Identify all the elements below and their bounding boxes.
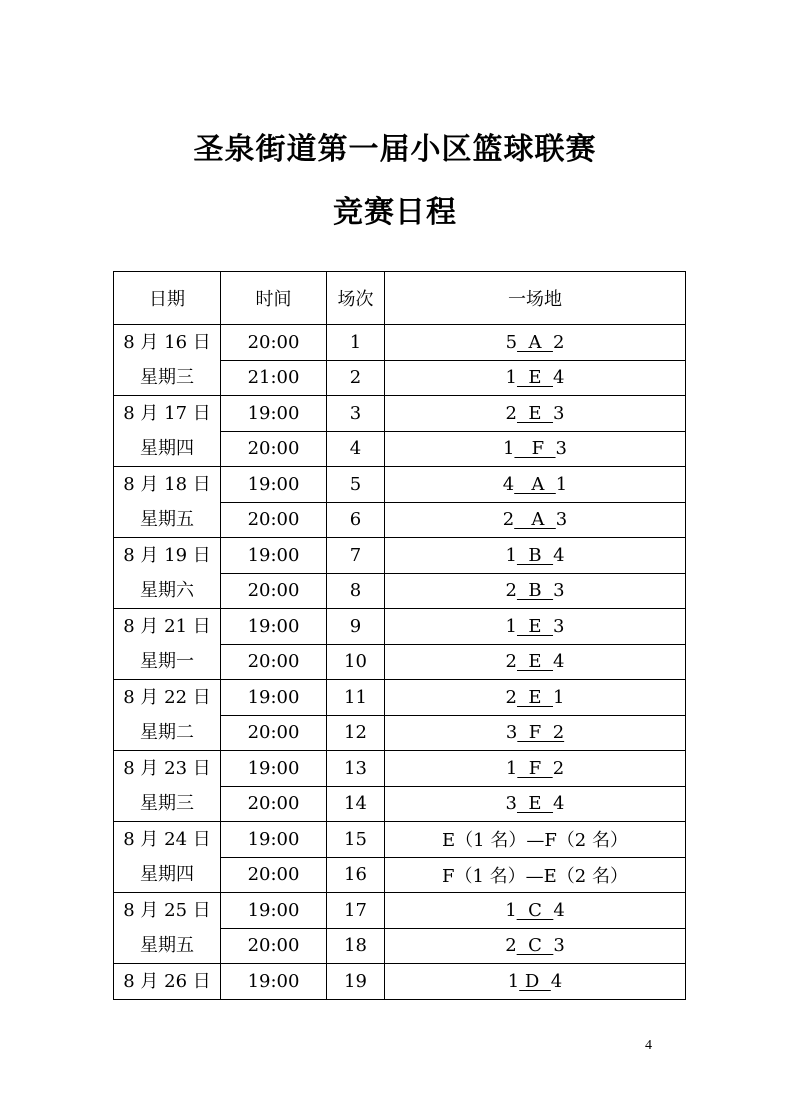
team-right: 4 <box>553 793 565 815</box>
weekday-text: 星期四 <box>140 438 194 459</box>
date-text: 8 月 21 日 <box>123 616 211 637</box>
time-cell: 20:00 <box>221 786 327 822</box>
venue-cell <box>385 467 686 503</box>
team-left: 2 <box>505 580 517 602</box>
match-number-cell: 18 <box>327 928 385 964</box>
court-marker: F <box>517 757 553 779</box>
venue-cell <box>385 431 686 467</box>
team-right: 1 <box>555 473 568 495</box>
team-left: 2 <box>502 509 515 531</box>
weekday-text: 星期三 <box>140 367 194 388</box>
header-date: 日期 <box>114 272 221 325</box>
table-row <box>114 538 686 574</box>
venue-cell <box>385 964 686 1000</box>
venue-cell <box>385 396 686 432</box>
team-left: 1 <box>505 544 517 566</box>
table-row <box>114 680 686 716</box>
team-left: 4 <box>502 473 515 495</box>
court-marker: B <box>516 580 554 602</box>
page-subtitle: 竞赛日程 <box>333 195 457 230</box>
date-cell <box>114 538 221 609</box>
date-text: 8 月 16 日 <box>123 332 211 353</box>
match-number-cell: 5 <box>327 467 385 503</box>
header-time: 时间 <box>221 272 327 325</box>
date-cell <box>114 396 221 467</box>
team-left: 1 <box>505 615 517 637</box>
time-cell: 20:00 <box>221 431 327 467</box>
court-marker: E <box>516 615 554 637</box>
team-left: 1 <box>505 757 518 779</box>
venue-cell <box>385 644 686 680</box>
team-left: 3 <box>505 722 518 744</box>
match-number-cell: 6 <box>327 502 385 538</box>
venue-cell <box>385 680 686 716</box>
time-cell: 20:00 <box>221 644 327 680</box>
match-number-cell: 4 <box>327 431 385 467</box>
match-number-cell: 12 <box>327 715 385 751</box>
match-number-cell: 3 <box>327 396 385 432</box>
venue-cell <box>385 715 686 751</box>
court-marker: C <box>516 935 554 957</box>
venue-cell <box>385 928 686 964</box>
court-marker: C <box>516 899 554 921</box>
table-row <box>114 822 686 858</box>
time-cell: 19:00 <box>221 893 327 929</box>
weekday-text: 星期五 <box>140 935 194 956</box>
time-cell: 20:00 <box>221 928 327 964</box>
time-cell: 19:00 <box>221 609 327 645</box>
time-cell: 19:00 <box>221 751 327 787</box>
table-row <box>114 396 686 432</box>
time-cell: 19:00 <box>221 680 327 716</box>
team-right: 3 <box>553 615 565 637</box>
weekday-text: 星期六 <box>140 580 194 601</box>
date-cell <box>114 822 221 893</box>
date-cell <box>114 609 221 680</box>
date-cell <box>114 325 221 396</box>
match-number-cell: 1 <box>327 325 385 361</box>
court-marker: E <box>516 402 554 424</box>
date-text: 8 月 22 日 <box>123 687 211 708</box>
match-number-cell: 19 <box>327 964 385 1000</box>
team-right: 3 <box>553 402 565 424</box>
court-marker: E <box>516 793 554 815</box>
venue-cell <box>385 751 686 787</box>
match-number-cell: 17 <box>327 893 385 929</box>
date-text: 8 月 18 日 <box>123 474 211 495</box>
team-right: 3 <box>555 509 568 531</box>
venue-cell <box>385 893 686 929</box>
court-marker: E <box>516 686 554 708</box>
table-row <box>114 893 686 929</box>
weekday-text: 星期三 <box>140 793 194 814</box>
time-cell: 21:00 <box>221 360 327 396</box>
venue-cell <box>385 573 686 609</box>
team-right: 3 <box>553 580 565 602</box>
match-number-cell: 10 <box>327 644 385 680</box>
page-title: 圣泉街道第一届小区篮球联赛 <box>193 132 597 167</box>
match-number-cell: 2 <box>327 360 385 396</box>
schedule-table <box>113 271 686 1000</box>
team-right: 4 <box>550 971 563 992</box>
court-marker: A <box>514 473 556 495</box>
venue-cell <box>385 325 686 361</box>
venue-cell <box>385 786 686 822</box>
matchup-text: F（1 名）—E（2 名） <box>442 865 628 887</box>
court-marker: F 2 <box>517 722 565 744</box>
court-marker: A <box>517 331 553 353</box>
schedule-body <box>114 325 686 1000</box>
time-cell: 19:00 <box>221 467 327 503</box>
team-right: 4 <box>553 367 565 389</box>
venue-cell <box>385 822 686 858</box>
date-cell <box>114 964 221 1000</box>
date-cell <box>114 467 221 538</box>
team-left: 1 <box>507 971 520 992</box>
time-cell: 20:00 <box>221 857 327 893</box>
team-left: 5 <box>505 331 518 353</box>
team-left: 2 <box>505 935 517 957</box>
match-number-cell: 14 <box>327 786 385 822</box>
time-cell: 19:00 <box>221 822 327 858</box>
team-right: 4 <box>553 544 565 566</box>
page-number: 4 <box>645 1038 652 1053</box>
team-left: 2 <box>505 686 517 708</box>
weekday-text: 星期二 <box>140 722 194 743</box>
team-right: 4 <box>553 899 565 921</box>
table-row <box>114 964 686 1000</box>
team-right: 3 <box>555 438 567 460</box>
court-marker: E <box>516 651 554 673</box>
match-number-cell: 13 <box>327 751 385 787</box>
court-marker: B <box>516 544 554 566</box>
date-text: 8 月 17 日 <box>123 403 211 424</box>
venue-cell <box>385 538 686 574</box>
header-match: 场次 <box>327 272 385 325</box>
match-number-cell: 11 <box>327 680 385 716</box>
date-cell <box>114 893 221 964</box>
court-marker: F <box>514 438 556 460</box>
team-right: 4 <box>553 651 565 673</box>
table-row <box>114 467 686 503</box>
date-text: 8 月 24 日 <box>123 829 211 850</box>
team-right: 2 <box>552 757 565 779</box>
venue-cell <box>385 857 686 893</box>
team-right: 2 <box>552 331 565 353</box>
table-row <box>114 609 686 645</box>
team-right: 3 <box>553 935 565 957</box>
time-cell: 20:00 <box>221 325 327 361</box>
team-left: 1 <box>502 438 515 460</box>
weekday-text: 星期一 <box>140 651 194 672</box>
court-marker: D <box>519 971 551 992</box>
team-right: 1 <box>553 686 565 708</box>
time-cell: 19:00 <box>221 964 327 1000</box>
date-text: 8 月 25 日 <box>123 900 211 921</box>
match-number-cell: 15 <box>327 822 385 858</box>
venue-cell <box>385 502 686 538</box>
team-left: 2 <box>505 402 517 424</box>
header-row <box>114 272 686 325</box>
time-cell: 20:00 <box>221 502 327 538</box>
venue-cell <box>385 360 686 396</box>
matchup-text: E（1 名）—F（2 名） <box>442 830 628 852</box>
time-cell: 20:00 <box>221 573 327 609</box>
match-number-cell: 16 <box>327 857 385 893</box>
time-cell: 19:00 <box>221 538 327 574</box>
date-cell <box>114 680 221 751</box>
court-marker: E <box>516 367 554 389</box>
weekday-text: 星期五 <box>140 509 194 530</box>
table-row <box>114 751 686 787</box>
time-cell: 19:00 <box>221 396 327 432</box>
weekday-text: 星期四 <box>140 864 194 885</box>
date-text: 8 月 19 日 <box>123 545 211 566</box>
date-text: 8 月 23 日 <box>123 758 211 779</box>
venue-cell <box>385 609 686 645</box>
time-cell: 20:00 <box>221 715 327 751</box>
match-number-cell: 9 <box>327 609 385 645</box>
table-row <box>114 325 686 361</box>
header-venue: 一场地 <box>385 272 686 325</box>
match-number-cell: 8 <box>327 573 385 609</box>
date-text: 8 月 26 日 <box>123 971 211 992</box>
team-left: 2 <box>505 651 517 673</box>
team-left: 1 <box>505 899 517 921</box>
court-marker: A <box>514 509 556 531</box>
team-left: 1 <box>505 367 517 389</box>
team-left: 3 <box>505 793 517 815</box>
match-number-cell: 7 <box>327 538 385 574</box>
date-cell <box>114 751 221 822</box>
